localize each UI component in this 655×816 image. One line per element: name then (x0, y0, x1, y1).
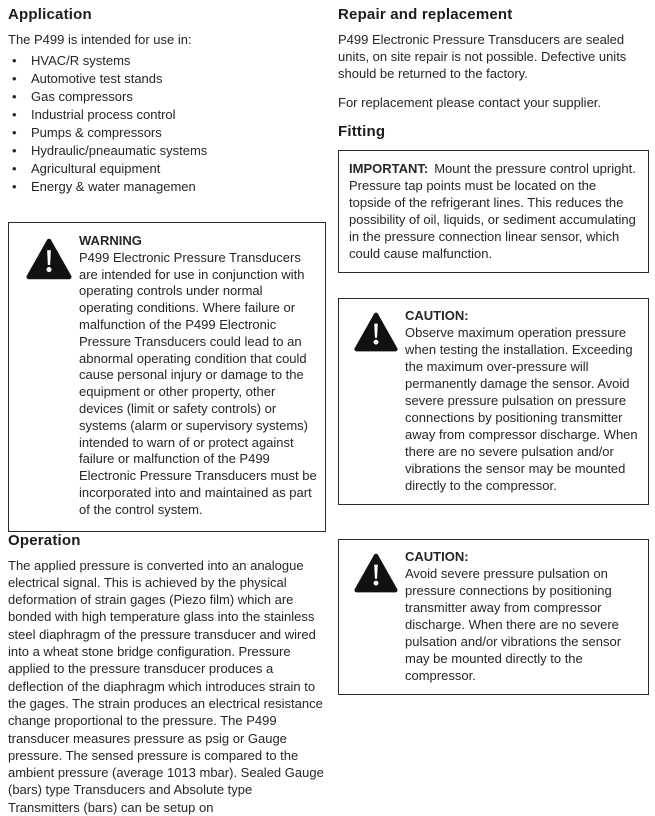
warning-body: P499 Electronic Pressure Transducers are intended for use in conjunction with operating controls under normal operating conditions. Where failure or malfunction of the P499 Electronic Pressure Transducers could lead to an abnormal operating condition that could cause personal injury or damage to the equipment or other property, other devices (limit or safety controls) or systems (alarm or supervisory systems) intended to warn of or protect against failure or malfunction of the P499 Electronic Pressure Transducers must be incorporated into and maintained as part of the control system. (79, 249, 317, 517)
caution-2-body: Avoid severe pressure pulsation on pressure connections by positioning transmitter away from compressor discharge. When there are no severe pulsation and/or vibrations the sensor may be mounted directly to the compressor. (405, 566, 622, 683)
caution-1-icon-column (347, 307, 405, 352)
application-bullet-list (8, 52, 326, 196)
warning-icon-column (19, 233, 79, 280)
warning-text-block (79, 233, 317, 519)
warning-triangle-icon (354, 312, 398, 352)
warning-triangle-icon (354, 553, 398, 593)
list-item: • HVAC/R systems (8, 52, 326, 70)
warning-triangle-icon (26, 238, 72, 280)
application-heading: Application (8, 6, 92, 23)
caution-1-text-block (405, 307, 640, 494)
repair-heading: Repair and replacement (338, 6, 513, 23)
caution-1-body: Observe maximum operation pressure when testing the installation. Exceeding the maximum over-pressure will permanently damage the sensor. Avoid severe pressure pulsation on pressure connections by positioning transmitter away from compressor discharge. When there are no severe pulsation and/or vibrations the sensor may be mounted directly to the compressor. (405, 325, 638, 493)
caution-2-text-block (405, 548, 640, 684)
repair-paragraph-2: For replacement please contact your supplier. (338, 95, 602, 110)
list-item: • Agricultural equipment (8, 160, 326, 178)
operation-heading: Operation (8, 531, 81, 549)
list-item: • Industrial process control (8, 106, 326, 124)
caution-1-title: CAUTION: (405, 308, 469, 323)
important-box (338, 150, 649, 273)
caution-box-2 (338, 539, 649, 695)
important-body: Mount the pressure control upright. Pressure tap points must be located on the topside of the refrigerant lines. This reduces the possibility of oil, liquids, or sediment accumulating in the pressure connection linear sensor, which could cause malfunction. (349, 161, 636, 261)
left-column (8, 6, 326, 816)
warning-title: WARNING (79, 233, 142, 248)
list-item: • Automotive test stands (8, 70, 326, 88)
warning-box (8, 222, 326, 532)
right-column (338, 6, 649, 729)
list-item: • Hydraulic/pneaumatic systems (8, 142, 326, 160)
list-item: • Energy & water managemen (8, 178, 326, 196)
caution-2-title: CAUTION: (405, 549, 469, 564)
operation-body: The applied pressure is converted into an analogue electrical signal. This is achieved by the physical deformation of strain gages (Piezo film) which are bonded with high temperature glass into the stainless steel diaphragm of the pressure transducer and wired into a wheat stone bridge configuration. Pressure applied to the pressure transducer produces a deflection of the diaphragm which introduces strain to the gages. The strain produces an electrical resistance change proportional to the pressure. The P499 transducer measures pressure as psig or Gauge pressure. The sensed pressure is compared to the ambient pressure (average 1013 mbar). Sealed Gauge (bars) type Transducers and Absolute type Transmitters (bars) can be setup on (8, 557, 324, 815)
repair-paragraph-1: P499 Electronic Pressure Transducers are sealed units, on site repair is not possible. Defective units should be returned to the factory. (338, 32, 627, 81)
list-item: • Pumps & compressors (8, 124, 326, 142)
list-item: • Gas compressors (8, 88, 326, 106)
caution-2-icon-column (347, 548, 405, 593)
fitting-heading: Fitting (338, 123, 386, 140)
important-label: IMPORTANT: (349, 161, 429, 176)
application-intro: The P499 is intended for use in: (8, 32, 192, 47)
caution-box-1 (338, 298, 649, 505)
